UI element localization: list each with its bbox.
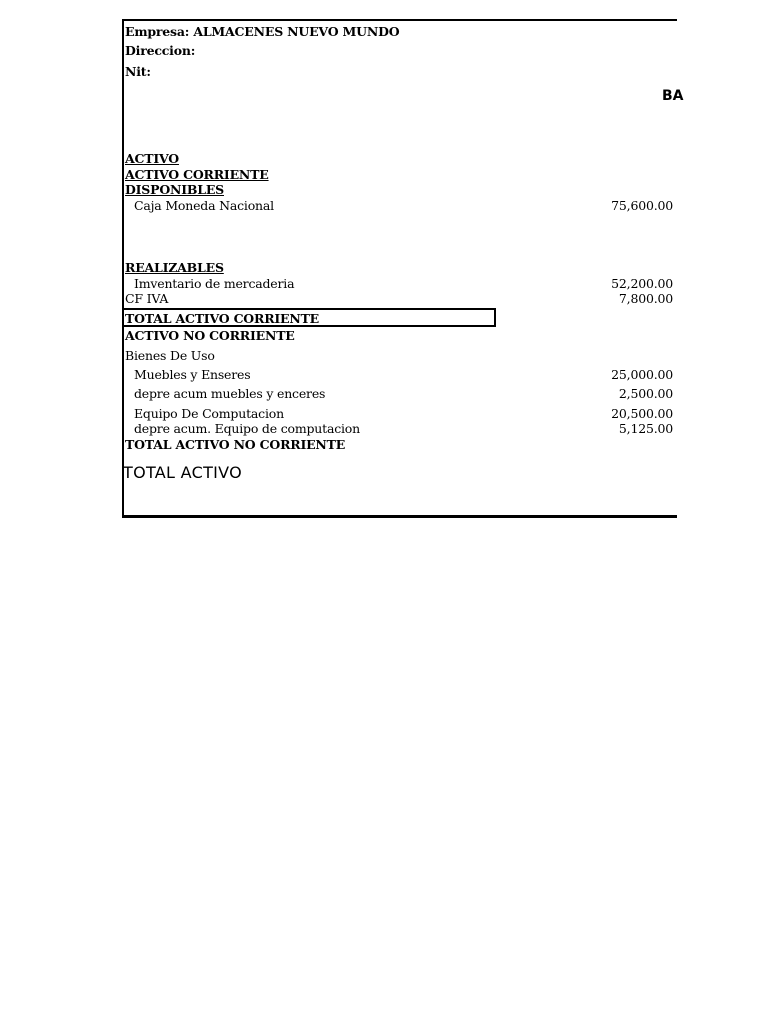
section-realizables: REALIZABLES <box>125 260 224 275</box>
total-activo-corriente-label: TOTAL ACTIVO CORRIENTE <box>125 311 320 326</box>
section-activo-no-corriente: ACTIVO NO CORRIENTE <box>125 328 295 343</box>
balance-sheet <box>122 19 684 518</box>
row-equipo-value: 20,500.00 <box>611 406 673 421</box>
row-cf-iva-value: 7,800.00 <box>618 291 673 306</box>
row-muebles-label: Muebles y Enseres <box>134 367 251 382</box>
row-depre-equipo-label: depre acum. Equipo de computacion <box>134 421 360 436</box>
row-inventario-value: 52,200.00 <box>611 276 673 291</box>
nit-label: Nit: <box>125 64 151 79</box>
section-activo-corriente: ACTIVO CORRIENTE <box>125 167 269 182</box>
section-disponibles: DISPONIBLES <box>125 182 224 197</box>
total-activo-no-corriente-label: TOTAL ACTIVO NO CORRIENTE <box>125 437 346 452</box>
row-depre-muebles-label: depre acum muebles y enceres <box>134 386 326 401</box>
row-depre-muebles-value: 2,500.00 <box>618 386 673 401</box>
row-caja-value: 75,600.00 <box>611 198 673 213</box>
section-activo: ACTIVO <box>125 151 179 166</box>
row-caja-label: Caja Moneda Nacional <box>134 198 274 213</box>
total-activo-label: TOTAL ACTIVO <box>123 463 243 482</box>
row-equipo-label: Equipo De Computacion <box>134 406 284 421</box>
row-inventario-label: Imventario de mercaderia <box>134 276 295 291</box>
company-name: Empresa: ALMACENES NUEVO MUNDO <box>125 24 400 39</box>
row-muebles-value: 25,000.00 <box>611 367 673 382</box>
row-depre-equipo-value: 5,125.00 <box>618 421 673 436</box>
section-bienes-de-uso: Bienes De Uso <box>125 348 215 363</box>
report-title-fragment: BA <box>662 88 684 104</box>
address-label: Direccion: <box>125 43 196 58</box>
row-cf-iva-label: CF IVA <box>125 291 169 306</box>
